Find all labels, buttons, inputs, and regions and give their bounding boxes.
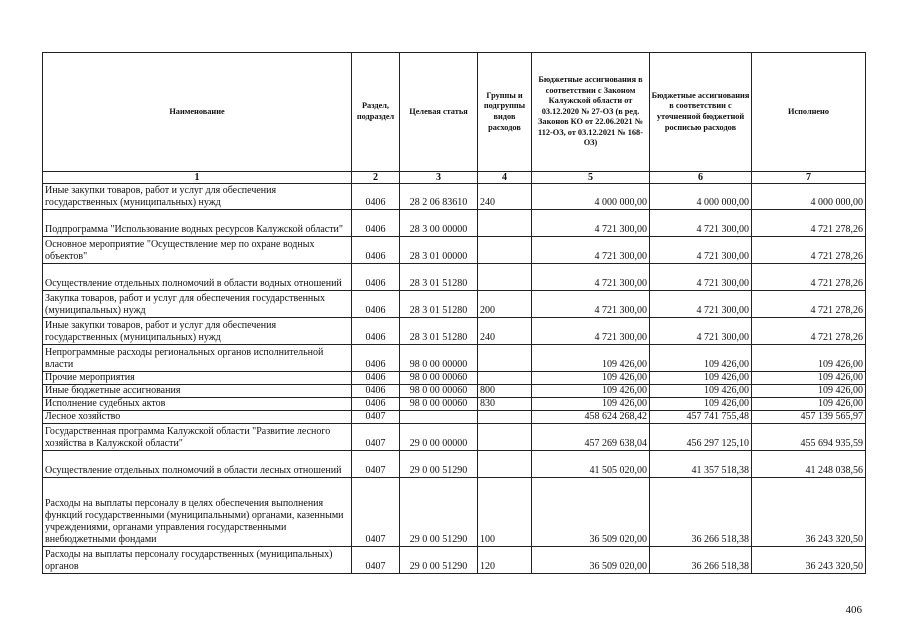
row-section: 0406 bbox=[352, 318, 400, 345]
table-row bbox=[43, 318, 866, 345]
row-alloc-refined: 4 721 300,00 bbox=[650, 210, 752, 237]
row-name: Иные закупки товаров, работ и услуг для обеспечения государственных (муниципальных) нужд bbox=[43, 184, 352, 210]
col-number: 2 bbox=[352, 172, 400, 184]
row-name: Осуществление отдельных полномочий в области водных отношений bbox=[43, 264, 352, 291]
row-alloc-refined: 4 721 300,00 bbox=[650, 264, 752, 291]
table-row bbox=[43, 264, 866, 291]
row-alloc-law: 458 624 268,42 bbox=[532, 411, 650, 424]
row-target: 98 0 00 00000 bbox=[400, 345, 478, 372]
row-name: Иные бюджетные ассигнования bbox=[43, 385, 352, 398]
row-executed: 4 721 278,26 bbox=[752, 237, 866, 264]
row-target: 28 3 00 00000 bbox=[400, 210, 478, 237]
row-target: 28 3 01 51280 bbox=[400, 318, 478, 345]
row-name: Прочие мероприятия bbox=[43, 372, 352, 385]
row-executed: 4 721 278,26 bbox=[752, 318, 866, 345]
header-target: Целевая статья bbox=[400, 53, 478, 172]
row-alloc-law: 4 721 300,00 bbox=[532, 318, 650, 345]
table-row bbox=[43, 210, 866, 237]
row-name: Лесное хозяйство bbox=[43, 411, 352, 424]
row-executed: 41 248 038,56 bbox=[752, 451, 866, 478]
table-row bbox=[43, 237, 866, 264]
row-name: Исполнение судебных актов bbox=[43, 398, 352, 411]
table-row bbox=[43, 451, 866, 478]
row-section: 0407 bbox=[352, 451, 400, 478]
row-alloc-law: 457 269 638,04 bbox=[532, 424, 650, 451]
header-executed: Исполнено bbox=[752, 53, 866, 172]
row-executed: 4 721 278,26 bbox=[752, 291, 866, 318]
table-row bbox=[43, 385, 866, 398]
row-alloc-refined: 109 426,00 bbox=[650, 372, 752, 385]
row-group bbox=[478, 264, 532, 291]
table-row bbox=[43, 291, 866, 318]
row-section: 0406 bbox=[352, 291, 400, 318]
row-alloc-refined: 456 297 125,10 bbox=[650, 424, 752, 451]
header-alloc-refined: Бюджетные ассигнования в соответствии с уточненной бюджетной росписью расходов bbox=[650, 53, 752, 172]
row-name: Иные закупки товаров, работ и услуг для обеспечения государственных (муниципальных) нужд bbox=[43, 318, 352, 345]
row-name: Расходы на выплаты персоналу в целях обеспечения выполнения функций государственными (муниципальными) органами, казенными учреждениями, органами управления государственными внебюджетными фондами bbox=[43, 478, 352, 547]
row-alloc-law: 41 505 020,00 bbox=[532, 451, 650, 478]
row-section: 0407 bbox=[352, 547, 400, 574]
row-alloc-law: 109 426,00 bbox=[532, 385, 650, 398]
row-executed: 109 426,00 bbox=[752, 345, 866, 372]
row-target: 28 2 06 83610 bbox=[400, 184, 478, 210]
row-name: Основное мероприятие "Осуществление мер по охране водных объектов" bbox=[43, 237, 352, 264]
row-target: 29 0 00 51290 bbox=[400, 478, 478, 547]
row-target: 28 3 01 00000 bbox=[400, 237, 478, 264]
row-target: 28 3 01 51280 bbox=[400, 264, 478, 291]
row-executed: 109 426,00 bbox=[752, 385, 866, 398]
table-row bbox=[43, 184, 866, 210]
page-number: 406 bbox=[845, 604, 862, 616]
header-row bbox=[43, 53, 866, 172]
row-alloc-law: 36 509 020,00 bbox=[532, 547, 650, 574]
row-alloc-law: 109 426,00 bbox=[532, 372, 650, 385]
row-group: 240 bbox=[478, 184, 532, 210]
row-alloc-refined: 36 266 518,38 bbox=[650, 478, 752, 547]
row-group bbox=[478, 372, 532, 385]
row-target: 28 3 01 51280 bbox=[400, 291, 478, 318]
row-alloc-refined: 109 426,00 bbox=[650, 398, 752, 411]
row-executed: 457 139 565,97 bbox=[752, 411, 866, 424]
budget-table bbox=[42, 52, 866, 574]
row-alloc-law: 4 721 300,00 bbox=[532, 264, 650, 291]
row-section: 0406 bbox=[352, 264, 400, 291]
row-group: 200 bbox=[478, 291, 532, 318]
row-group bbox=[478, 424, 532, 451]
col-number: 3 bbox=[400, 172, 478, 184]
row-executed: 36 243 320,50 bbox=[752, 547, 866, 574]
row-executed: 455 694 935,59 bbox=[752, 424, 866, 451]
header-groups: Группы и подгруппы видов расходов bbox=[478, 53, 532, 172]
table-row bbox=[43, 372, 866, 385]
row-section: 0406 bbox=[352, 385, 400, 398]
table-row bbox=[43, 547, 866, 574]
row-alloc-refined: 41 357 518,38 bbox=[650, 451, 752, 478]
row-alloc-law: 4 721 300,00 bbox=[532, 291, 650, 318]
row-alloc-law: 109 426,00 bbox=[532, 345, 650, 372]
row-group bbox=[478, 210, 532, 237]
row-alloc-refined: 109 426,00 bbox=[650, 345, 752, 372]
row-alloc-refined: 4 721 300,00 bbox=[650, 291, 752, 318]
column-number-row bbox=[43, 172, 866, 184]
row-name: Расходы на выплаты персоналу государственных (муниципальных) органов bbox=[43, 547, 352, 574]
row-alloc-law: 4 000 000,00 bbox=[532, 184, 650, 210]
table-row bbox=[43, 424, 866, 451]
row-name: Государственная программа Калужской области "Развитие лесного хозяйства в Калужской области" bbox=[43, 424, 352, 451]
row-section: 0406 bbox=[352, 398, 400, 411]
header-name: Наименование bbox=[43, 53, 352, 172]
row-alloc-refined: 4 721 300,00 bbox=[650, 237, 752, 264]
row-target: 29 0 00 51290 bbox=[400, 547, 478, 574]
row-name: Осуществление отдельных полномочий в области лесных отношений bbox=[43, 451, 352, 478]
col-number: 4 bbox=[478, 172, 532, 184]
table-row bbox=[43, 478, 866, 547]
row-alloc-law: 4 721 300,00 bbox=[532, 210, 650, 237]
row-group bbox=[478, 451, 532, 478]
header-alloc-law: Бюджетные ассигнования в соответствии с Законом Калужской области от 03.12.2020 № 27-ОЗ (в ред. Законов КО от 22.06.2021 № 112-ОЗ, от 03.12.2021 № 168-ОЗ) bbox=[532, 53, 650, 172]
row-alloc-refined: 36 266 518,38 bbox=[650, 547, 752, 574]
col-number: 1 bbox=[43, 172, 352, 184]
row-target: 29 0 00 51290 bbox=[400, 451, 478, 478]
row-alloc-refined: 457 741 755,48 bbox=[650, 411, 752, 424]
header-section: Раздел, подраздел bbox=[352, 53, 400, 172]
row-section: 0406 bbox=[352, 210, 400, 237]
row-group bbox=[478, 345, 532, 372]
row-group: 830 bbox=[478, 398, 532, 411]
row-section: 0406 bbox=[352, 237, 400, 264]
row-executed: 4 721 278,26 bbox=[752, 210, 866, 237]
row-executed: 109 426,00 bbox=[752, 398, 866, 411]
row-name: Подпрограмма "Использование водных ресурсов Калужской области" bbox=[43, 210, 352, 237]
row-section: 0407 bbox=[352, 411, 400, 424]
table-row bbox=[43, 411, 866, 424]
row-alloc-refined: 109 426,00 bbox=[650, 385, 752, 398]
row-section: 0406 bbox=[352, 184, 400, 210]
row-name: Закупка товаров, работ и услуг для обеспечения государственных (муниципальных) нужд bbox=[43, 291, 352, 318]
row-target: 29 0 00 00000 bbox=[400, 424, 478, 451]
row-target: 98 0 00 00060 bbox=[400, 398, 478, 411]
row-alloc-law: 36 509 020,00 bbox=[532, 478, 650, 547]
row-alloc-law: 109 426,00 bbox=[532, 398, 650, 411]
row-alloc-law: 4 721 300,00 bbox=[532, 237, 650, 264]
row-executed: 4 000 000,00 bbox=[752, 184, 866, 210]
col-number: 5 bbox=[532, 172, 650, 184]
row-group: 120 bbox=[478, 547, 532, 574]
table-row bbox=[43, 398, 866, 411]
row-target bbox=[400, 411, 478, 424]
row-group: 100 bbox=[478, 478, 532, 547]
row-section: 0407 bbox=[352, 424, 400, 451]
row-alloc-refined: 4 721 300,00 bbox=[650, 318, 752, 345]
row-target: 98 0 00 00060 bbox=[400, 385, 478, 398]
row-group bbox=[478, 237, 532, 264]
row-section: 0406 bbox=[352, 345, 400, 372]
row-executed: 36 243 320,50 bbox=[752, 478, 866, 547]
row-name: Непрограммные расходы региональных органов исполнительной власти bbox=[43, 345, 352, 372]
col-number: 7 bbox=[752, 172, 866, 184]
row-group: 240 bbox=[478, 318, 532, 345]
row-executed: 109 426,00 bbox=[752, 372, 866, 385]
row-target: 98 0 00 00060 bbox=[400, 372, 478, 385]
table-row bbox=[43, 345, 866, 372]
row-group: 800 bbox=[478, 385, 532, 398]
row-executed: 4 721 278,26 bbox=[752, 264, 866, 291]
row-section: 0407 bbox=[352, 478, 400, 547]
row-section: 0406 bbox=[352, 372, 400, 385]
row-group bbox=[478, 411, 532, 424]
col-number: 6 bbox=[650, 172, 752, 184]
row-alloc-refined: 4 000 000,00 bbox=[650, 184, 752, 210]
